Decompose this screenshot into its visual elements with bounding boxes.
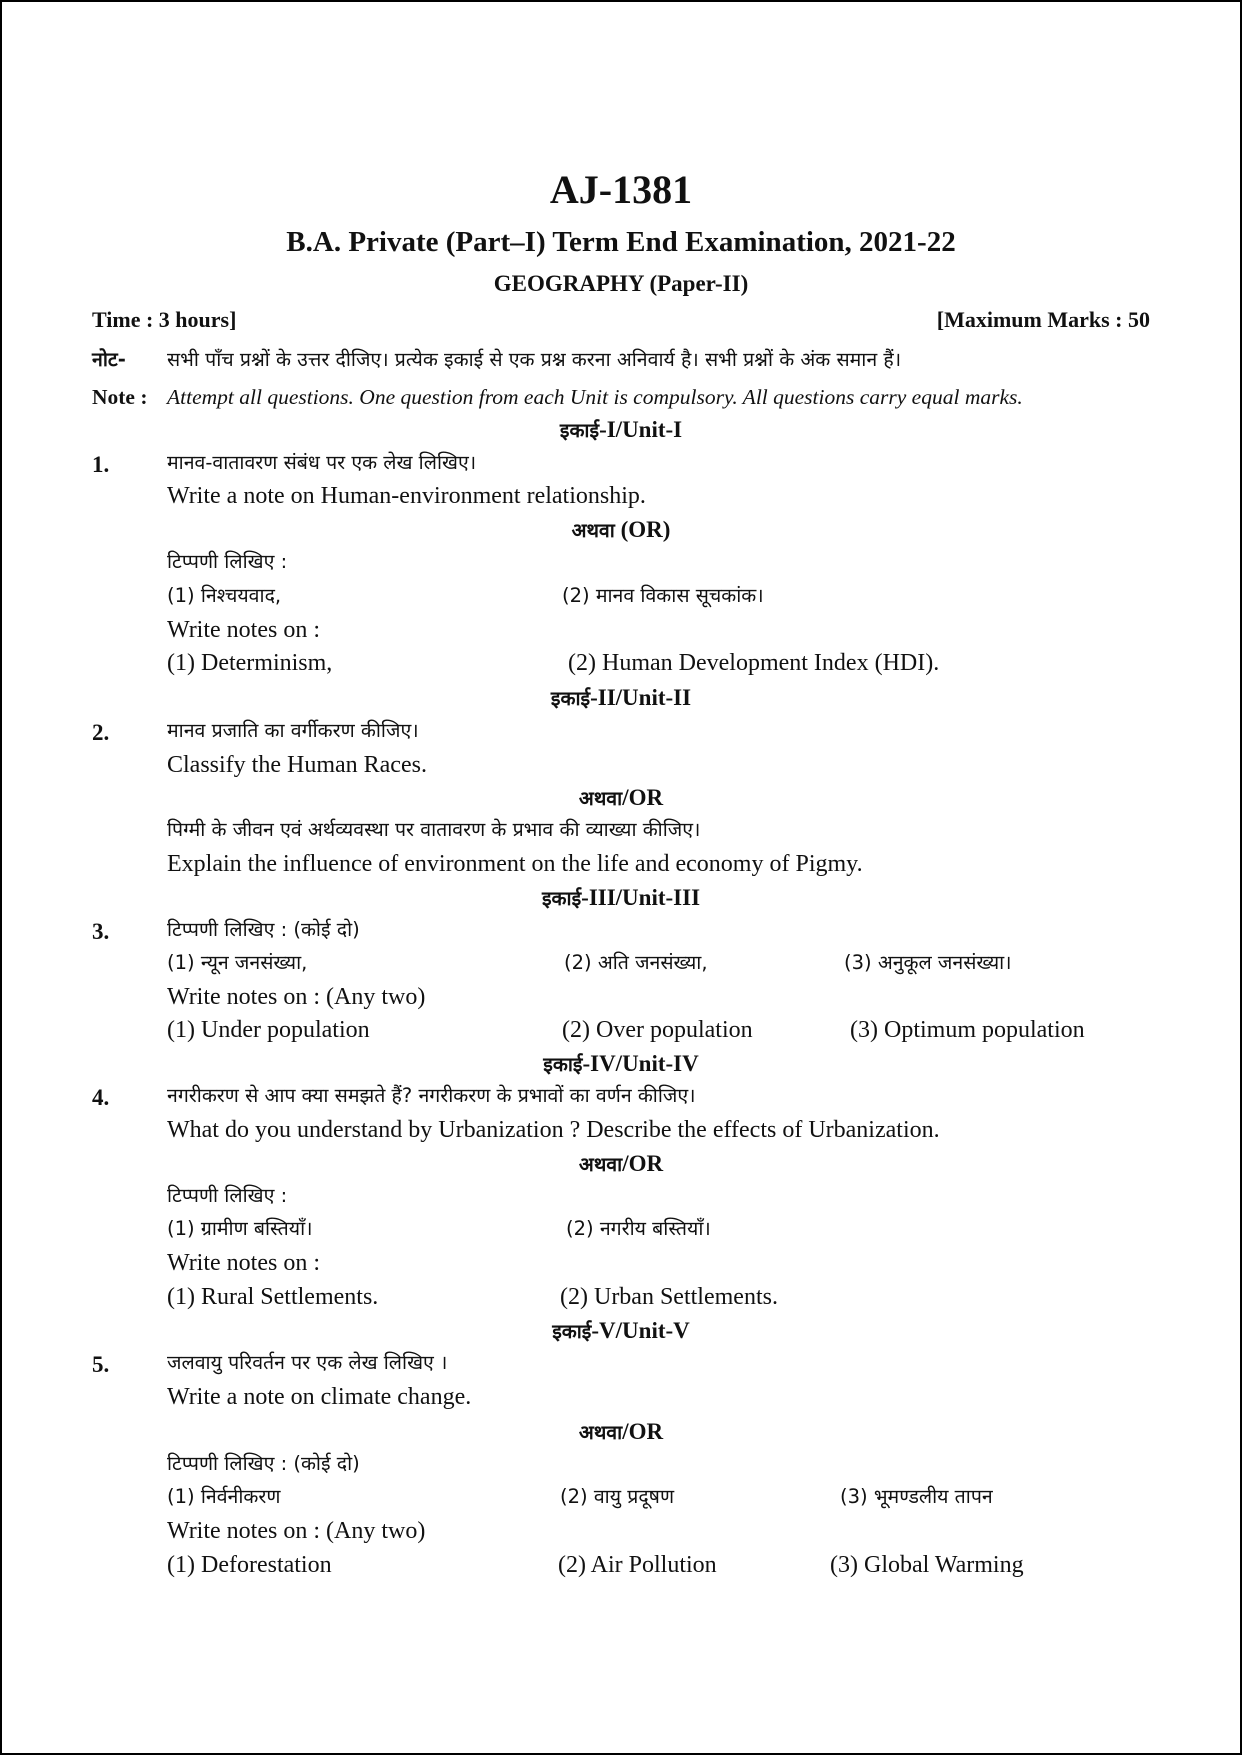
question-4-hindi: नगरीकरण से आप क्या समझते हैं? नगरीकरण के प्रभावों का वर्णन कीजिए। (167, 1084, 696, 1107)
paper-code: AJ-1381 (549, 167, 693, 212)
question-4-english: What do you understand by Urbanization ? Describe the effects of Urbanization. (167, 1117, 940, 1143)
note-label-english: Note : (92, 385, 148, 409)
question-5-alt-item-3-hindi: (3) भूमण्डलीय तापन (840, 1485, 993, 1508)
unit-5-or-divider (2, 1420, 1240, 1443)
question-4-alt-english: Write notes on : (167, 1250, 320, 1276)
question-4-alt-item-2-english: (2) Urban Settlements. (560, 1284, 778, 1310)
question-4-alt-hindi: टिप्पणी लिखिए : (167, 1184, 288, 1207)
question-3-number: 3. (92, 919, 110, 944)
question-5-alt-item-2-english: (2) Air Pollution (558, 1552, 717, 1578)
note-text-hindi: सभी पाँच प्रश्नों के उत्तर दीजिए। प्रत्येक इकाई से एक प्रश्न करना अनिवार्य है। सभी प्रश्नों के अंक समान हैं। (167, 348, 902, 371)
question-3-item-2-hindi: (2) अति जनसंख्या, (564, 951, 708, 974)
subject-title: GEOGRAPHY (Paper-II) (493, 271, 749, 296)
unit-4-heading-hindi: इकाई (543, 1053, 583, 1076)
note-label-hindi: नोट- (92, 348, 126, 371)
unit-3-heading-english: -III/Unit-III (581, 885, 701, 910)
question-5-alt-item-3-english: (3) Global Warming (830, 1552, 1024, 1578)
question-4-number: 4. (92, 1085, 110, 1110)
question-3-item-3-hindi: (3) अनुकूल जनसंख्या। (844, 951, 1012, 974)
question-1-alt-item-2-hindi: (2) मानव विकास सूचकांक। (562, 584, 764, 607)
unit-2-or-english: /OR (622, 785, 664, 810)
unit-5-or-hindi: अथवा (578, 1421, 623, 1444)
question-2-hindi: मानव प्रजाति का वर्गीकरण कीजिए। (167, 719, 419, 742)
question-1-alt-hindi: टिप्पणी लिखिए : (167, 550, 288, 573)
unit-4-or-hindi: अथवा (578, 1153, 623, 1176)
question-5-alt-item-1-english: (1) Deforestation (167, 1552, 332, 1578)
question-1-alt-item-2-english: (2) Human Development Index (HDI). (568, 650, 940, 676)
question-3-item-3-english: (3) Optimum population (850, 1017, 1085, 1043)
unit-2-heading-english: -II/Unit-II (590, 685, 692, 710)
note-text-english: Attempt all questions. One question from each Unit is compulsory. All questions carry equal marks. (167, 385, 1023, 409)
question-3-item-1-hindi: (1) न्यून जनसंख्या, (167, 951, 308, 974)
question-5-alt-item-1-hindi: (1) निर्वनीकरण (167, 1485, 281, 1508)
unit-4-or-english: /OR (622, 1151, 664, 1176)
question-4-alt-item-1-english: (1) Rural Settlements. (167, 1284, 379, 1310)
unit-3-heading-hindi: इकाई (541, 887, 582, 910)
question-5-alt-english: Write notes on : (Any two) (167, 1518, 426, 1544)
unit-3-heading (2, 886, 1240, 909)
question-5-hindi: जलवायु परिवर्तन पर एक लेख लिखिए । (167, 1351, 448, 1374)
unit-4-or-divider (2, 1152, 1240, 1175)
question-1-alt-english: Write notes on : (167, 617, 320, 643)
question-1-alt-item-1-hindi: (1) निश्चयवाद, (167, 584, 282, 607)
question-1-number: 1. (92, 452, 110, 477)
question-4-alt-item-1-hindi: (1) ग्रामीण बस्तियाँ। (167, 1217, 313, 1240)
unit-1-or-english: (OR) (614, 517, 671, 542)
question-1-alt-item-1-english: (1) Determinism, (167, 650, 333, 676)
question-2-english: Classify the Human Races. (167, 752, 427, 778)
question-5-alt-item-2-hindi: (2) वायु प्रदूषण (560, 1485, 675, 1508)
unit-2-or-divider (2, 786, 1240, 809)
question-2-number: 2. (92, 720, 110, 745)
unit-5-heading-hindi: इकाई (552, 1320, 592, 1343)
maximum-marks: [Maximum Marks : 50 (936, 307, 1150, 332)
question-3-english: Write notes on : (Any two) (167, 984, 426, 1010)
question-5-alt-hindi: टिप्पणी लिखिए : (कोई दो) (167, 1452, 360, 1475)
unit-1-heading (2, 418, 1240, 441)
unit-1-heading-hindi: इकाई (559, 419, 600, 442)
unit-2-heading (2, 686, 1240, 709)
unit-4-heading (2, 1052, 1240, 1075)
question-1-hindi: मानव-वातावरण संबंध पर एक लेख लिखिए। (167, 451, 477, 474)
question-2-alt-english: Explain the influence of environment on the life and economy of Pigmy. (167, 851, 863, 877)
unit-2-heading-hindi: इकाई (550, 687, 591, 710)
unit-1-or-hindi: अथवा (571, 519, 615, 542)
question-3-hindi: टिप्पणी लिखिए : (कोई दो) (167, 918, 360, 941)
exam-title: B.A. Private (Part–I) Term End Examination, 2021-22 (286, 226, 956, 258)
question-4-alt-item-2-hindi: (2) नगरीय बस्तियाँ। (566, 1217, 711, 1240)
unit-5-heading (2, 1319, 1240, 1342)
question-3-item-1-english: (1) Under population (167, 1017, 370, 1043)
unit-5-heading-english: -V/Unit-V (591, 1318, 690, 1343)
time-allowed: Time : 3 hours] (92, 307, 237, 332)
question-3-item-2-english: (2) Over population (562, 1017, 753, 1043)
unit-2-or-hindi: अथवा (578, 787, 623, 810)
question-1-english: Write a note on Human-environment relationship. (167, 483, 646, 509)
question-5-number: 5. (92, 1352, 110, 1377)
unit-5-or-english: /OR (622, 1419, 664, 1444)
unit-1-heading-english: -I/Unit-I (599, 417, 683, 442)
question-2-alt-hindi: पिग्मी के जीवन एवं अर्थव्यवस्था पर वातावरण के प्रभाव की व्याख्या कीजिए। (167, 818, 701, 841)
question-5-english: Write a note on climate change. (167, 1384, 472, 1410)
unit-1-or-divider (2, 518, 1240, 541)
unit-4-heading-english: -IV/Unit-IV (582, 1051, 699, 1076)
